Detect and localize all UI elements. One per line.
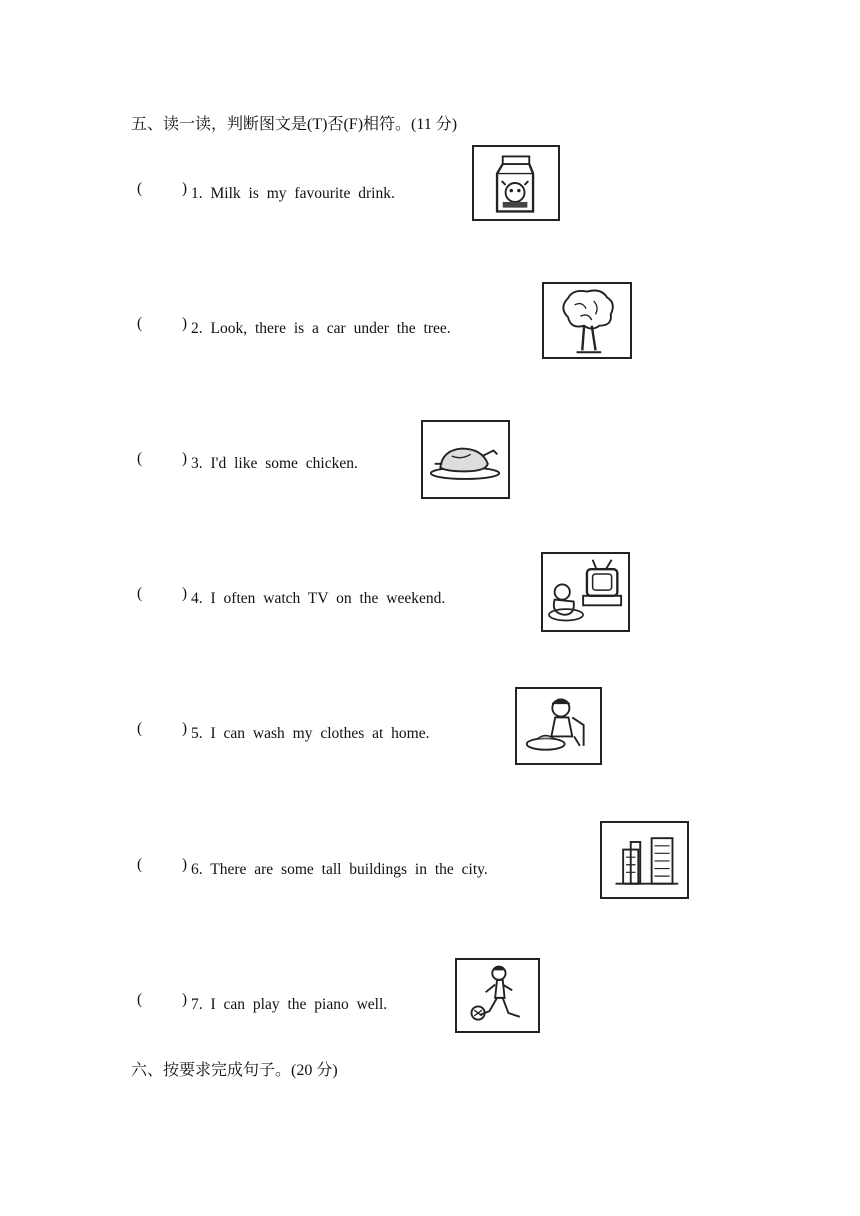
question-2: ( ) 2. Look, there is a car under the tree. (137, 315, 451, 337)
question-text: Look, there is a car under the tree. (210, 320, 451, 337)
question-text: I can play the piano well. (210, 996, 388, 1013)
question-4: ( ) 4. I often watch TV on the weekend. (137, 585, 446, 607)
question-text: There are some tall buildings in the city. (210, 861, 488, 878)
tv-icon (541, 552, 630, 632)
question-6: ( ) 6. There are some tall buildings in the city. (137, 856, 488, 878)
answer-blank[interactable]: ( ) (137, 991, 187, 1008)
question-7: ( ) 7. I can play the piano well. (137, 991, 388, 1013)
answer-blank[interactable]: ( ) (137, 180, 187, 197)
buildings-icon (600, 821, 689, 899)
milk-carton-icon (472, 145, 560, 221)
boy-football-icon (455, 958, 540, 1033)
answer-blank[interactable]: ( ) (137, 585, 187, 602)
boy-eating-icon (515, 687, 602, 765)
answer-blank[interactable]: ( ) (137, 315, 187, 332)
question-5: ( ) 5. I can wash my clothes at home. (137, 720, 430, 742)
question-1: ( ) 1. Milk is my favourite drink. (137, 180, 395, 202)
question-text: Milk is my favourite drink. (210, 185, 395, 202)
section6-heading: 六、按要求完成句子。(20 分) (131, 1060, 338, 1079)
question-text: I often watch TV on the weekend. (210, 590, 446, 607)
question-text: I'd like some chicken. (210, 455, 358, 472)
roast-chicken-icon (421, 420, 510, 499)
tree-icon (542, 282, 632, 359)
question-3: ( ) 3. I'd like some chicken. (137, 450, 358, 472)
answer-blank[interactable]: ( ) (137, 720, 187, 737)
answer-blank[interactable]: ( ) (137, 450, 187, 467)
section5-heading: 五、读一读，判断图文是(T)否(F)相符。(11 分) (131, 114, 458, 133)
answer-blank[interactable]: ( ) (137, 856, 187, 873)
question-text: I can wash my clothes at home. (210, 725, 430, 742)
